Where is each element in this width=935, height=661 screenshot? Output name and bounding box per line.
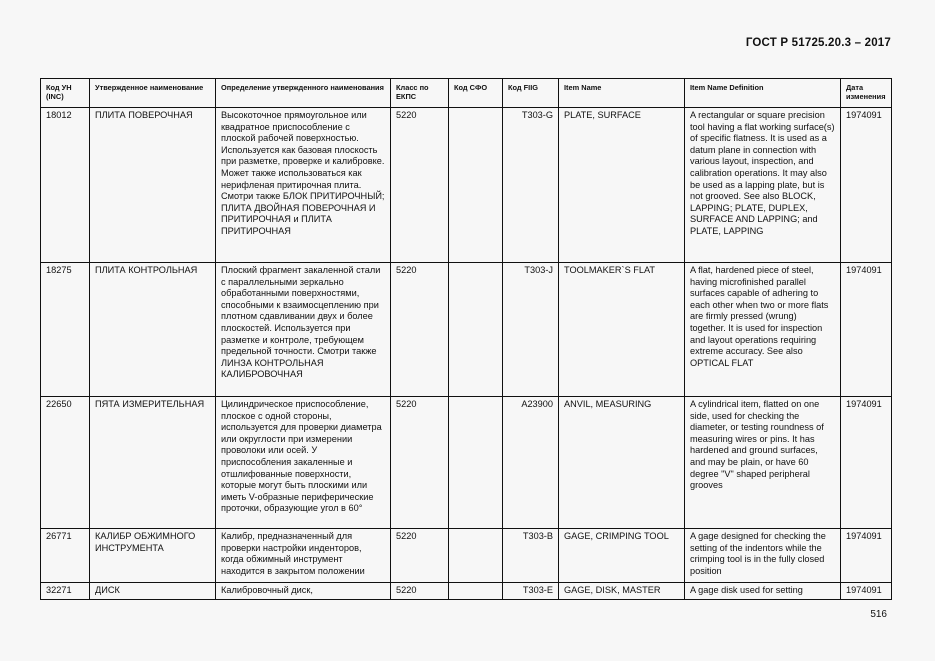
cell-item-name: ANVIL, MEASURING xyxy=(559,397,685,529)
cell-item-name: GAGE, CRIMPING TOOL xyxy=(559,529,685,583)
document-title: ГОСТ Р 51725.20.3 – 2017 xyxy=(745,37,891,49)
table-row xyxy=(41,529,892,583)
cell-sfo xyxy=(449,397,503,529)
cell-fiig: A23900 xyxy=(503,397,559,529)
cell-item-def: A gage designed for checking the setting of the indentors while the crimping tool is in the fully closed position xyxy=(685,529,841,583)
cell-date: 1974091 xyxy=(841,108,892,263)
cell-name-ru: ПЛИТА ПОВЕРОЧНАЯ xyxy=(90,108,216,263)
cell-class: 5220 xyxy=(391,108,449,263)
cell-name-ru: КАЛИБР ОБЖИМНОГО ИНСТРУМЕНТА xyxy=(90,529,216,583)
col-header-inc: Код УН (INC) xyxy=(41,79,90,108)
cell-class: 5220 xyxy=(391,529,449,583)
cell-name-ru: ПЛИТА КОНТРОЛЬНАЯ xyxy=(90,263,216,397)
col-header-def-ru: Определение утвержденного наименования xyxy=(216,79,391,108)
cell-date: 1974091 xyxy=(841,583,892,600)
cell-inc: 32271 xyxy=(41,583,90,600)
col-header-item-name: Item Name xyxy=(559,79,685,108)
col-header-name-ru: Утвержденное наименование xyxy=(90,79,216,108)
cell-item-name: GAGE, DISK, MASTER xyxy=(559,583,685,600)
col-header-sfo: Код СФО xyxy=(449,79,503,108)
cell-date: 1974091 xyxy=(841,529,892,583)
cell-name-ru: ПЯТА ИЗМЕРИТЕЛЬНАЯ xyxy=(90,397,216,529)
cell-sfo xyxy=(449,263,503,397)
page-number: 516 xyxy=(870,609,887,620)
cell-item-def: A gage disk used for setting xyxy=(685,583,841,600)
cell-date: 1974091 xyxy=(841,397,892,529)
cell-class: 5220 xyxy=(391,263,449,397)
cell-sfo xyxy=(449,529,503,583)
cell-item-name: PLATE, SURFACE xyxy=(559,108,685,263)
col-header-date: Дата изменения xyxy=(841,79,892,108)
cell-inc: 18275 xyxy=(41,263,90,397)
cell-sfo xyxy=(449,108,503,263)
cell-fiig: T303-J xyxy=(503,263,559,397)
cell-inc: 26771 xyxy=(41,529,90,583)
table-row xyxy=(41,263,892,397)
table-row xyxy=(41,397,892,529)
cell-date: 1974091 xyxy=(841,263,892,397)
cell-sfo xyxy=(449,583,503,600)
table-header-row xyxy=(41,79,892,108)
cell-item-def: A flat, hardened piece of steel, having microfinished parallel surfaces capable of adhering to each other when two or more flats are firmly pressed (wrung) together. It is used for inspection and layout operations requiring extreme accuracy. See also OPTICAL FLAT xyxy=(685,263,841,397)
cell-fiig: T303-E xyxy=(503,583,559,600)
cell-def-ru: Высокоточное прямоугольное или квадратное приспособление с плоской рабочей поверхностью. Используется как базовая плоскость при разметке, проверке и калибровке. Может также использоваться как нерифленая притирочная плита. Смотри также БЛОК ПРИТИРОЧНЫЙ; ПЛИТА ДВОЙНАЯ ПОВЕРОЧНАЯ И ПРИТИРОЧНАЯ и ПЛИТА ПРИТИРОЧНАЯ xyxy=(216,108,391,263)
cell-def-ru: Калибр, предназначенный для проверки настройки инденторов, когда обжимный инструмент находится в закрытом положении xyxy=(216,529,391,583)
cell-item-name: TOOLMAKER`S FLAT xyxy=(559,263,685,397)
cell-inc: 22650 xyxy=(41,397,90,529)
cell-def-ru: Цилиндрическое приспособление, плоское с одной стороны, используется для проверки диаметра или округлости при измерении проволоки или осей. У приспособления закаленные и отшлифованные поверхности, которые могут быть плоскими или иметь V-образные периферические проточки, образующие угол в 60° xyxy=(216,397,391,529)
col-header-class: Класс по ЕКПС xyxy=(391,79,449,108)
col-header-fiig: Код FIIG xyxy=(503,79,559,108)
cell-def-ru: Калибровочный диск, xyxy=(216,583,391,600)
catalog-table xyxy=(40,78,892,600)
cell-def-ru: Плоский фрагмент закаленной стали с параллельными зеркально обработанными поверхностями, способными к взаимосцеплению при плотном сдавливании двух и более плоскостей. Используется при разметке и контроле, требующем предельной точности. Смотри также ЛИНЗА КОНТРОЛЬНАЯ КАЛИБРОВОЧНАЯ xyxy=(216,263,391,397)
cell-class: 5220 xyxy=(391,397,449,529)
cell-inc: 18012 xyxy=(41,108,90,263)
cell-item-def: A rectangular or square precision tool having a flat working surface(s) of specific flatness. It is used as a datum plane in connection with various layout, inspection, and calibration operations. It may also be used as a lapping plate, but is not grooved. See also BLOCK, LAPPING; PLATE, DUPLEX, SURFACE AND LAPPING; and PLATE, LAPPING xyxy=(685,108,841,263)
table-row xyxy=(41,108,892,263)
col-header-item-def: Item Name Definition xyxy=(685,79,841,108)
table-row xyxy=(41,583,892,600)
cell-name-ru: ДИСК xyxy=(90,583,216,600)
cell-fiig: T303-B xyxy=(503,529,559,583)
cell-fiig: T303-G xyxy=(503,108,559,263)
cell-class: 5220 xyxy=(391,583,449,600)
cell-item-def: A cylindrical item, flatted on one side, used for checking the diameter, or testing roundness of measuring wires or pins. It has hardened and ground surfaces, and may be plain, or have 60 degree "V" shaped peripheral grooves xyxy=(685,397,841,529)
